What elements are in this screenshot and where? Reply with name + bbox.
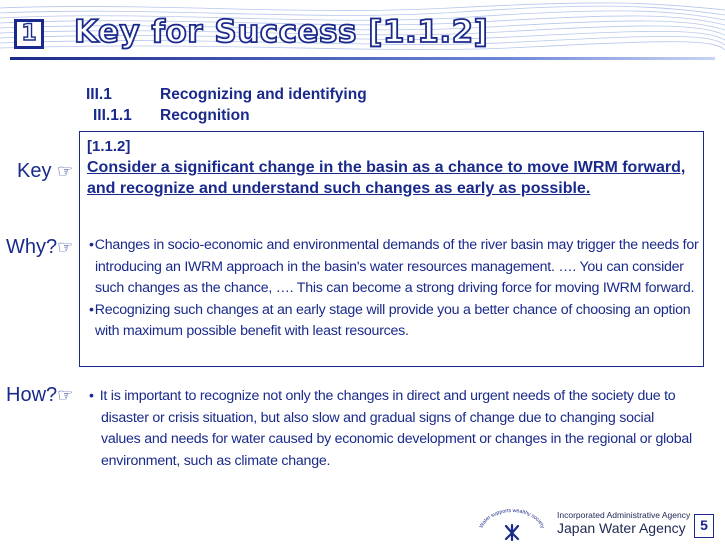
pointing-hand-icon: ☞ xyxy=(57,237,74,258)
key-code: [1.1.2] xyxy=(87,138,131,155)
heading-code: III.1 xyxy=(86,86,112,103)
page-number: 5 xyxy=(694,514,714,538)
heading-level-2 xyxy=(93,107,250,125)
logo-arc-text: Water supports wealthy society xyxy=(478,507,546,530)
agency-subtitle: Incorporated Administrative Agency xyxy=(557,510,691,520)
agency-name: Japan Water Agency xyxy=(557,520,686,536)
why-label xyxy=(6,236,73,259)
why-bullet: • Recognizing such changes at an early stage will provide you a better chance of choosing an option with maximum possible benefit with least resources. xyxy=(87,300,699,343)
why-bullet-list xyxy=(87,235,699,343)
section-number-badge: 1 xyxy=(14,19,44,49)
how-label xyxy=(6,384,73,407)
water-agency-logo-icon xyxy=(476,506,548,542)
how-bullet: • It is important to recognize not only the changes in direct and urgent needs of the society due to disaster or crisis situation, but also slow and gradual signs of change due to changing social values and needs for water caused by economic development or changes in the regional or global environment, such as climate change. xyxy=(87,386,697,472)
slide-title: Key for Success [1.1.2] xyxy=(74,14,489,50)
heading-code: III.1.1 xyxy=(93,107,132,124)
key-label-text: Key xyxy=(17,160,52,182)
how-label-text: How? xyxy=(6,384,58,406)
how-bullet-list xyxy=(87,386,697,472)
heading-label: Recognition xyxy=(160,107,250,124)
pointing-hand-icon: ☞ xyxy=(57,385,74,406)
why-bullet: • Changes in socio-economic and environmental demands of the river basin may trigger the needs for introducing an IWRM approach in the basin's water resources management. …. You can consider such changes as the chance, …. This can become a strong driving force for moving IWRM forward. xyxy=(87,235,699,300)
pointing-hand-icon: ☞ xyxy=(57,161,74,182)
key-statement: Consider a significant change in the basin as a chance to move IWRM forward, and recognize and understand such changes as early as possible. xyxy=(87,159,686,197)
key-label xyxy=(17,160,73,183)
heading-level-1 xyxy=(86,86,367,104)
why-label-text: Why? xyxy=(6,236,58,258)
heading-label: Recognizing and identifying xyxy=(160,86,367,103)
title-underline xyxy=(10,57,715,60)
